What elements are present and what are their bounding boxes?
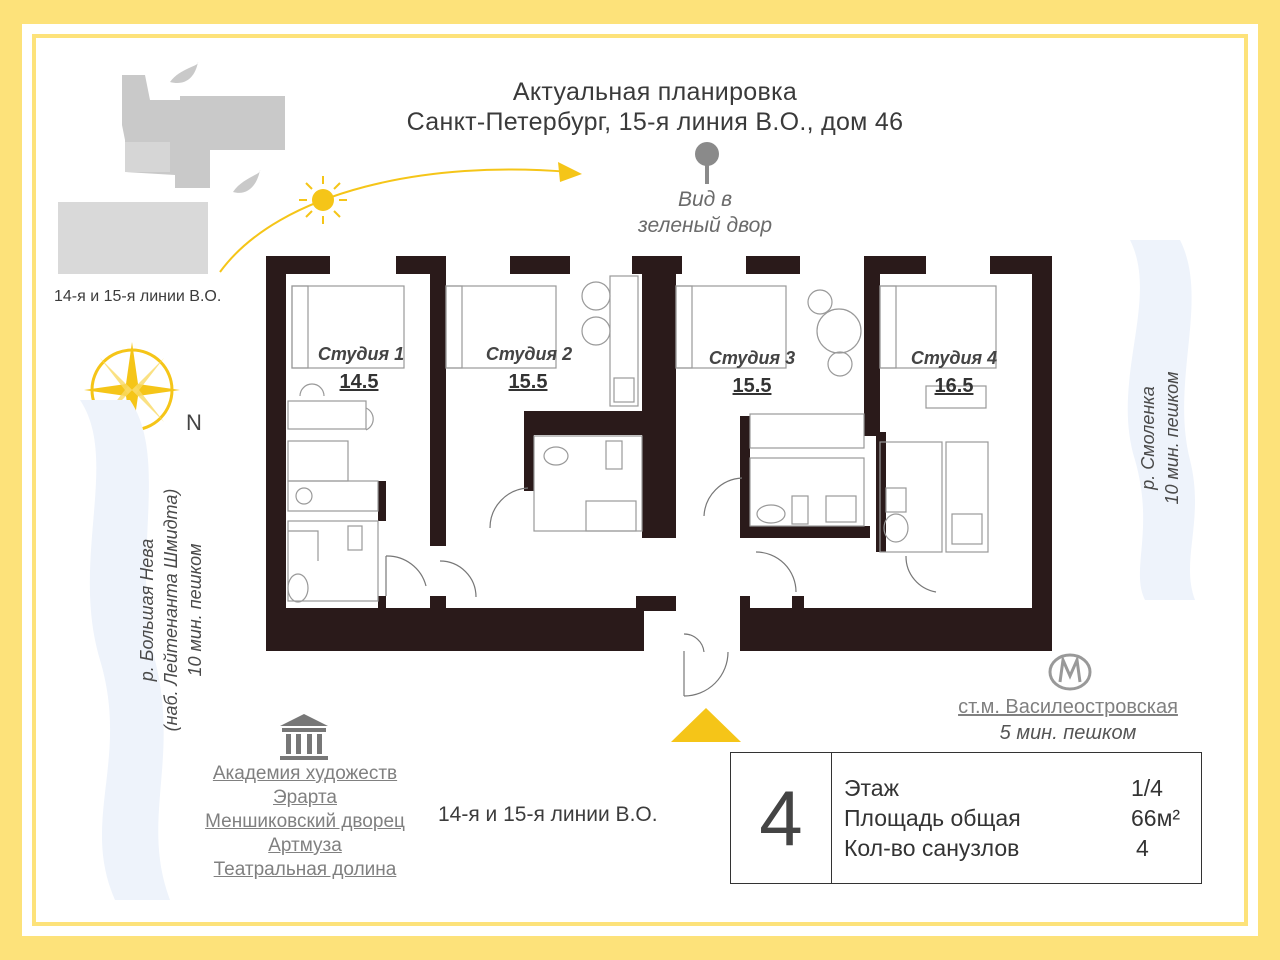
kitchen-counter-icon	[750, 414, 864, 448]
kitchen-counter-icon	[288, 441, 348, 481]
compass-north-label: N	[186, 410, 202, 435]
bathroom-icon	[750, 458, 864, 526]
view-label-line1: Вид в	[677, 188, 733, 211]
right-river-line1: р. Смоленка	[1138, 386, 1158, 490]
floor-plan	[266, 256, 1056, 746]
room-4-area: 16.5	[934, 375, 974, 397]
room-3-name: Студия 3	[708, 348, 796, 368]
room-2-name: Студия 2	[485, 344, 573, 364]
sun-icon	[299, 176, 347, 224]
museum-icon	[276, 712, 332, 762]
landmark-link[interactable]: Академия художеств	[212, 763, 398, 784]
view-label-line2: зеленый двор	[637, 214, 773, 237]
bathroom-icon	[880, 442, 942, 552]
table-icon	[288, 401, 366, 429]
room-1-name: Студия 1	[317, 344, 405, 364]
landmark-link[interactable]: Меншиковский дворец	[205, 811, 405, 832]
left-river-line3: 10 мин. пешком	[185, 543, 205, 677]
info-value-bathrooms: 4	[1136, 835, 1149, 861]
plan-address: Санкт-Петербург, 15-я линия В.О., дом 46	[406, 108, 904, 136]
table-icon	[817, 309, 861, 353]
right-river-line2: 10 мин. пешком	[1162, 371, 1182, 505]
entrance-arrow-icon	[671, 708, 741, 742]
room-2-area: 15.5	[508, 371, 548, 393]
info-value-area: 66м²	[1131, 805, 1181, 831]
metro-walk-time: 5 мин. пешком	[999, 722, 1137, 744]
info-label-floor: Этаж	[844, 775, 899, 801]
metro-name-link[interactable]: ст.м. Василеостровская	[958, 696, 1178, 718]
info-value-floor: 1/4	[1131, 775, 1163, 801]
landmark-link[interactable]: Эрарта	[273, 787, 337, 808]
site-building	[58, 202, 208, 274]
arrow-icon	[558, 162, 582, 182]
right-river-label	[1136, 338, 1196, 538]
left-river-line1: р. Большая Нева	[137, 538, 157, 682]
leaf-icon	[170, 62, 198, 83]
landmark-link[interactable]: Артмуза	[268, 835, 342, 856]
metro-icon	[1046, 652, 1094, 692]
site-building	[125, 142, 170, 172]
location-pin-icon	[690, 140, 724, 186]
apartment-info-box	[730, 752, 1202, 884]
bathroom-icon	[534, 436, 642, 531]
floor-number: 4	[731, 753, 832, 883]
room-4-name: Студия 4	[910, 348, 998, 368]
plan-title: Актуальная планировка	[512, 78, 798, 106]
street-label-bottom: 14-я и 15-я линии В.О.	[438, 803, 658, 826]
bathroom-icon	[288, 521, 378, 601]
info-label-bathrooms: Кол-во санузлов	[844, 835, 1020, 861]
room-3-area: 15.5	[732, 375, 772, 397]
info-label-area: Площадь общая	[844, 805, 1021, 831]
left-river-label	[135, 460, 225, 760]
left-river-line2: (наб. Лейтенанта Шмидта)	[161, 488, 181, 732]
landmark-link[interactable]: Театральная долина	[213, 859, 397, 880]
room-1-area: 14.5	[339, 371, 379, 393]
landmarks-list	[160, 762, 450, 882]
street-label-top: 14-я и 15-я линии В.О.	[54, 288, 222, 305]
